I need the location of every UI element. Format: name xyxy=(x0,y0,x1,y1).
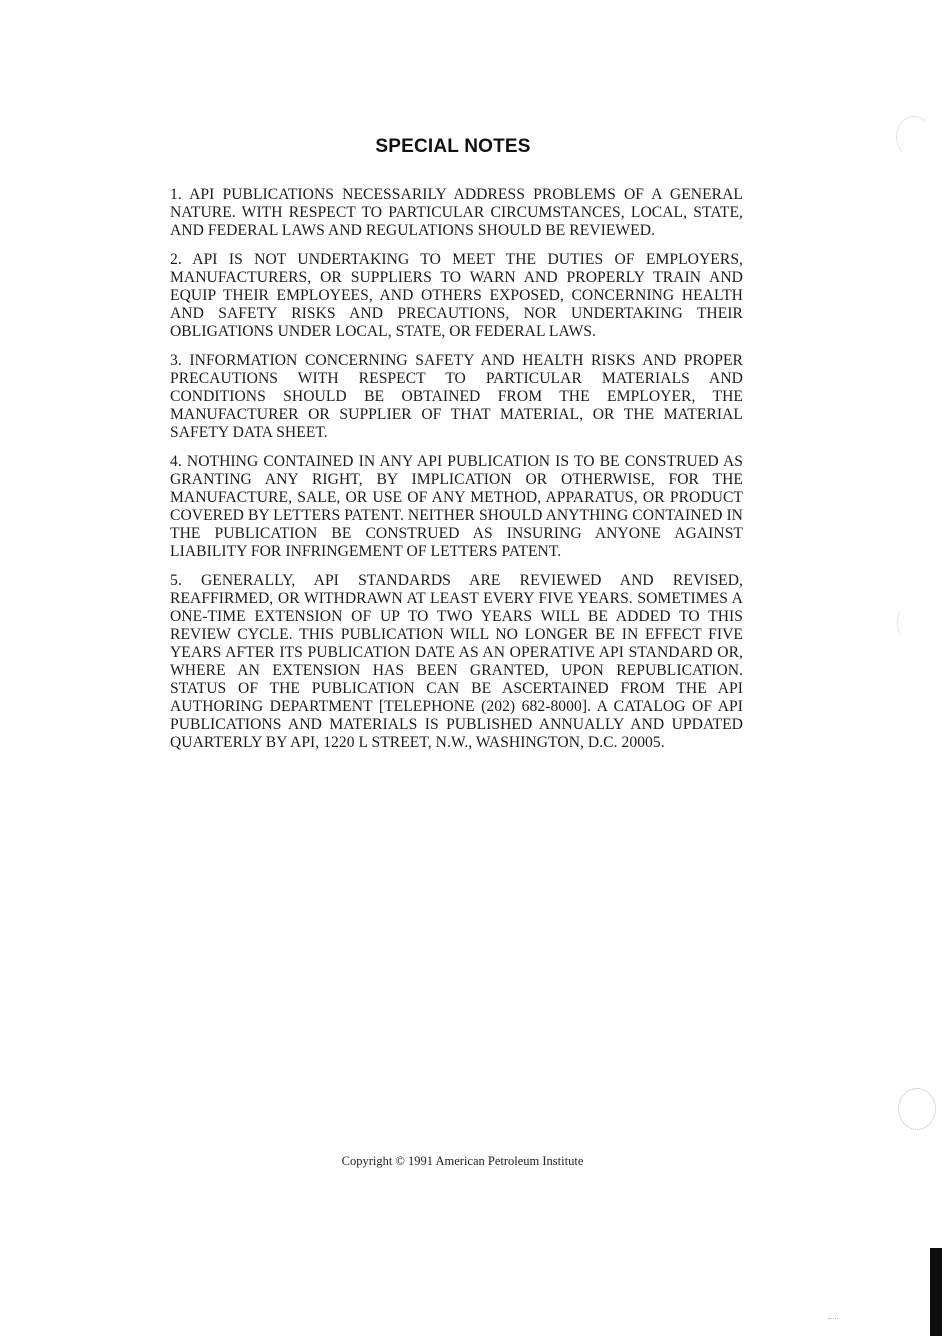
scan-artifact-bottom xyxy=(898,1088,936,1130)
note-item-5: 5. GENERALLY, API STANDARDS ARE REVIEWED AND REVISED, REAFFIRMED, OR WITHDRAWN AT LEAST EVERY FIVE YEARS. SOMETIMES A ONE-TIME EXTENSION OF UP TO TWO YEARS WILL BE ADDED TO THIS REVIEW CYCLE. THIS PUBLICATION WILL NO LONGER BE IN EFFECT FIVE YEARS AFTER ITS PUBLICATION DATE AS AN OPERATIVE API STANDARD OR, WHERE AN EXTENSION HAS BEEN GRANTED, UPON REPUBLICATION. STATUS OF THE PUBLICATION CAN BE ASCERTAINED FROM THE API AUTHORING DEPARTMENT [TELEPHONE (202) 682-8000]. A CATALOG OF API PUBLICATIONS AND MATERIALS IS PUBLISHED ANNUALLY AND UPDATED QUARTERLY BY API, 1220 L STREET, N.W., WASHINGTON, D.C. 20005. xyxy=(170,572,743,751)
copyright-notice: Copyright © 1991 American Petroleum Institute xyxy=(341,1154,584,1168)
scan-edge-bar xyxy=(930,1248,942,1336)
scan-speck xyxy=(828,1318,838,1325)
scan-artifact-top xyxy=(896,116,932,158)
note-item-3: 3. INFORMATION CONCERNING SAFETY AND HEALTH RISKS AND PROPER PRECAUTIONS WITH RESPECT TO PARTICULAR MATERIALS AND CONDITIONS SHOULD BE OBTAINED FROM THE EMPLOYER, THE MANUFACTURER OR SUPPLIER OF THAT MATERIAL, OR THE MATERIAL SAFETY DATA SHEET. xyxy=(170,352,743,441)
special-notes-list xyxy=(170,186,743,763)
note-item-4: 4. NOTHING CONTAINED IN ANY API PUBLICATION IS TO BE CONSTRUED AS GRANTING ANY RIGHT, BY IMPLICATION OR OTHERWISE, FOR THE MANUFACTURE, SALE, OR USE OF ANY METHOD, APPARATUS, OR PRODUCT COVERED BY LETTERS PATENT. NEITHER SHOULD ANYTHING CONTAINED IN THE PUBLICATION BE CONSTRUED AS INSURING ANYONE AGAINST LIABILITY FOR INFRINGEMENT OF LETTERS PATENT. xyxy=(170,453,743,560)
note-item-2: 2. API IS NOT UNDERTAKING TO MEET THE DUTIES OF EMPLOYERS, MANUFACTURERS, OR SUPPLIERS TO WARN AND PROPERLY TRAIN AND EQUIP THEIR EMPLOYEES, AND OTHERS EXPOSED, CONCERNING HEALTH AND SAFETY RISKS AND PRECAUTIONS, NOR UNDERTAKING THEIR OBLIGATIONS UNDER LOCAL, STATE, OR FEDERAL LAWS. xyxy=(170,251,743,340)
page-title: SPECIAL NOTES xyxy=(375,136,531,157)
scan-artifact-middle xyxy=(897,608,913,638)
note-item-1: 1. API PUBLICATIONS NECESSARILY ADDRESS PROBLEMS OF A GENERAL NATURE. WITH RESPECT TO PARTICULAR CIRCUMSTANCES, LOCAL, STATE, AND FEDERAL LAWS AND REGULATIONS SHOULD BE REVIEWED. xyxy=(170,186,743,239)
